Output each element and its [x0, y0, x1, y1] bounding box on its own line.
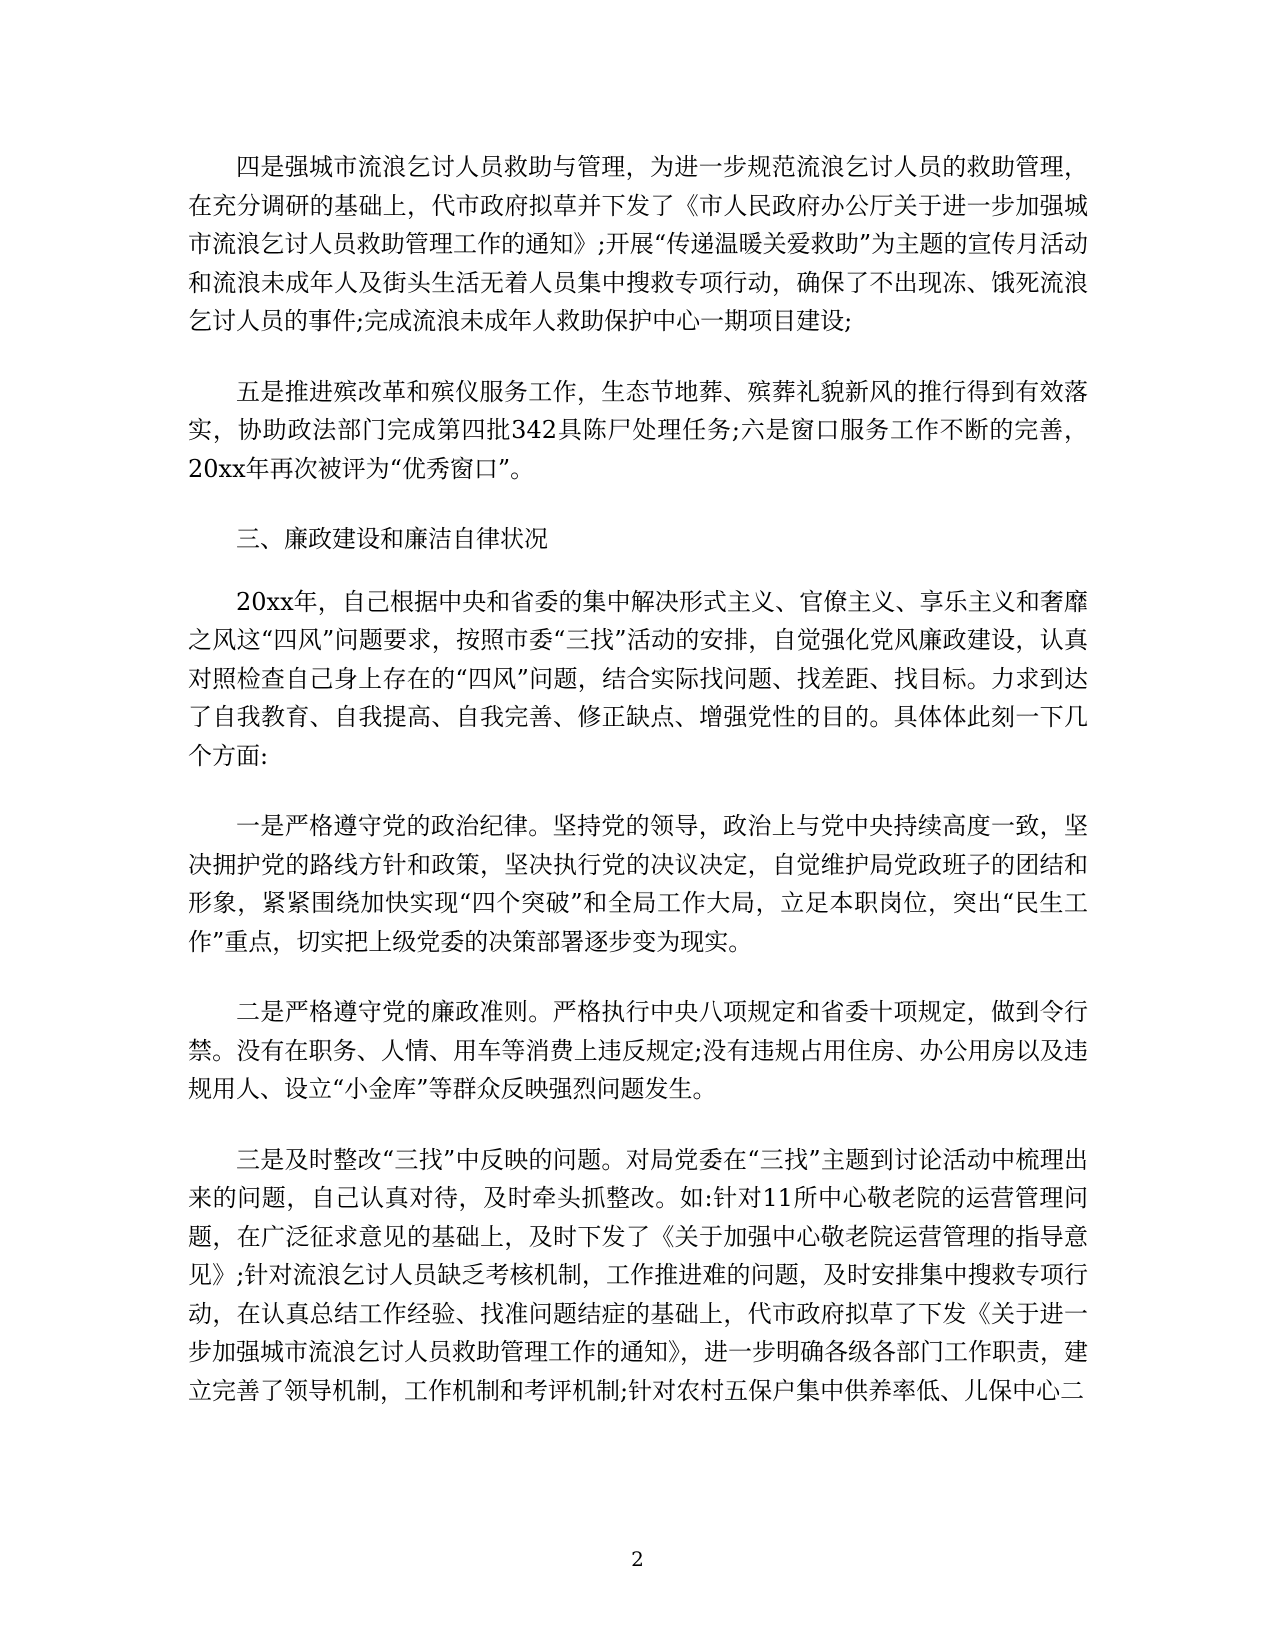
paragraph-rectification: 三是及时整改“三找”中反映的问题。对局党委在“三找”主题到讨论活动中梳理出来的问题，自己认真对待，及时牵头抓整改。如:针对11所中心敬老院的运营管理问题，在广泛征求意见的基础上，及时下发了《关于加强中心敬老院运营管理的指导意见》;针对流浪乞讨人员缺乏考核机制，工作推进难的问题，及时安排集中搜救专项行动，在认真总结工作经验、找准问题结症的基础上，代市政府拟草了下发《关于进一步加强城市流浪乞讨人员救助管理工作的通知》，进一步明确各级各部门工作职责，建立完善了领导机制，工作机制和考评机制;针对农村五保户集中供养率低、儿保中心二 [188, 1145, 1088, 1405]
section-heading-integrity: 三、廉政建设和廉洁自律状况 [236, 525, 548, 553]
paragraph-relief-management: 四是强城市流浪乞讨人员救助与管理，为进一步规范流浪乞讨人员的救助管理，在充分调研的基础上，代市政府拟草并下发了《市人民政府办公厅关于进一步加强城市流浪乞讨人员救助管理工作的通知》;开展“传递温暖关爱救助”为主题的宣传月活动和流浪未成年人及街头生活无着人员集中搜救专项行动，确保了不出现冻、饿死流浪乞讨人员的事件;完成流浪未成年人救助保护中心一期项目建设; [188, 153, 1088, 335]
paragraph-four-winds: 20xx年，自己根据中央和省委的集中解决形式主义、官僚主义、享乐主义和奢靡之风这“四风”问题要求，按照市委“三找”活动的安排，自觉强化党风廉政建设，认真对照检查自己身上存在的“四风”问题，结合实际找问题、找差距、找目标。力求到达了自我教育、自我提高、自我完善、修正缺点、增强党性的目的。具体体此刻一下几个方面: [188, 587, 1088, 770]
paragraph-political-discipline: 一是严格遵守党的政治纪律。坚持党的领导，政治上与党中央持续高度一致，坚决拥护党的路线方针和政策，坚决执行党的决议决定，自觉维护局党政班子的团结和形象，紧紧围绕加快实现“四个突破”和全局工作大局，立足本职岗位，突出“民生工作”重点，切实把上级党委的决策部署逐步变为现实。 [188, 812, 1088, 956]
page-number: 2 [631, 1547, 644, 1571]
paragraph-funeral-reform: 五是推进殡改革和殡仪服务工作，生态节地葬、殡葬礼貌新风的推行得到有效落实，协助政法部门完成第四批342具陈尸处理任务;六是窗口服务工作不断的完善，20xx年再次被评为“优秀窗口”。 [188, 377, 1088, 483]
document-body [188, 148, 1088, 1442]
paragraph-integrity-rules: 二是严格遵守党的廉政准则。严格执行中央八项规定和省委十项规定，做到令行禁。没有在职务、人情、用车等消费上违反规定;没有违规占用住房、办公用房以及违规用人、设立“小金库”等群众反映强烈问题发生。 [188, 998, 1088, 1103]
